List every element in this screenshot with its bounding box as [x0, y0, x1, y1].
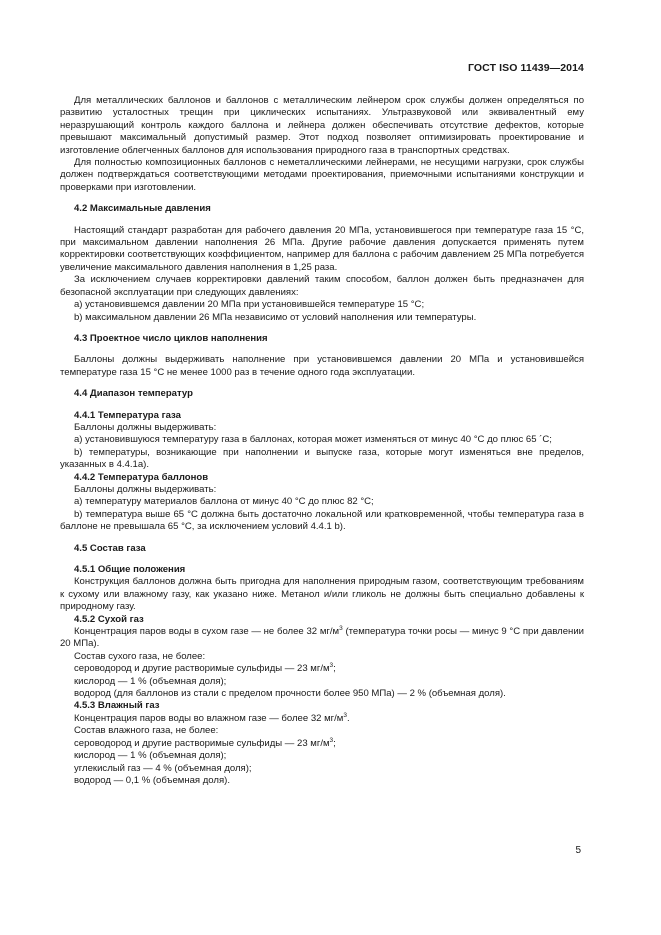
- section-4-2-item-a: а) установившемся давлении 20 МПа при установившейся температуре 15 °С;: [74, 299, 425, 311]
- item-text: сероводород и другие растворимые сульфиды — 23 мг/м: [74, 663, 330, 675]
- section-4-5-3-heading: 4.5.3 Влажный газ: [74, 700, 160, 712]
- section-4-5-2-item-1: [60, 663, 584, 675]
- section-4-4-2-item-b: b) температура выше 65 °С должна быть достаточно локальной или кратковременной, чтобы температура газа в баллоне не превышала 65 °С, за исключением условий 4.4.1 b).: [60, 508, 584, 533]
- item-text: сероводород и другие растворимые сульфиды — 23 мг/м: [74, 737, 330, 749]
- section-4-5-3-item-3: углекислый газ — 4 % (объемная доля);: [74, 762, 252, 774]
- wet-gas-water-text: Концентрация паров воды во влажном газе — более 32 мг/м: [74, 712, 344, 724]
- section-4-4-1-item-b: b) температуры, возникающие при наполнении и выпуске газа, которые могут изменяться вне пределов, указанных в 4.4.1а).: [60, 446, 584, 471]
- section-4-5-2-paragraph-2: Состав сухого газа, не более:: [74, 650, 206, 662]
- section-4-5-2-heading: 4.5.2 Сухой газ: [74, 613, 144, 625]
- section-4-2-paragraph-1: Настоящий стандарт разработан для рабочего давления 20 МПа, установившегося при температуре газа 15 °С, при максимальном давлении наполнения 26 МПа. Другие рабочие давления допускается применять путем корректировки соответствующих коэффициентом, например для баллона с рабочим давлением 25 МПа потребуется увеличение максимального давления наполнения в 1,25 раза.: [60, 224, 584, 273]
- dry-gas-water-text: Концентрация паров воды в сухом газе — не более 32 мг/м: [74, 626, 340, 638]
- superscript: 3: [329, 736, 334, 744]
- page-content: [60, 95, 584, 787]
- superscript: 3: [329, 662, 334, 670]
- section-4-2-paragraph-2: За исключением случаев корректировки давлений таким способом, баллон должен быть предназначен для безопасной эксплуатации при следующих давлениях:: [60, 274, 584, 298]
- section-4-2-item-b: b) максимальном давлении 26 МПа независимо от условий наполнения или температуры.: [74, 311, 477, 323]
- paragraph-metal-cylinders: Для металлических баллонов и баллонов с металлическим лейнером срок службы должен определяться по развитию усталостных трещин при циклических испытаниях. Ультразвуковой или эквивалентный ему неразрушающий контроль каждого баллона и лейнера должен обеспечивать отсутствие дефектов, которые превышают максимальный допустимый размер. Этот подход позволяет оптимизировать проектирование и изготовление облегченных баллонов для использования природного газа в транспортных средствах.: [60, 95, 584, 156]
- section-4-5-2-paragraph-1: [60, 626, 584, 651]
- section-4-5-3-paragraph-2: Состав влажного газа, не более:: [74, 725, 219, 737]
- section-4-4-2-heading: 4.4.2 Температура баллонов: [74, 471, 209, 483]
- section-4-4-2-paragraph: Баллоны должны выдерживать:: [74, 483, 217, 495]
- item-text-end: ;: [333, 663, 336, 675]
- section-4-3-heading: 4.3 Проектное число циклов наполнения: [74, 332, 268, 344]
- page-number: 5: [575, 845, 581, 856]
- wet-gas-water-text-end: .: [347, 712, 350, 724]
- section-4-5-2-item-2: кислород — 1 % (объемная доля);: [74, 675, 227, 687]
- section-4-5-3-item-1: [60, 738, 584, 750]
- section-4-5-1-paragraph: Конструкция баллонов должна быть пригодна для наполнения природным газом, соответствующим требованиям к сухому или влажному газу, как указано ниже. Метанол и/или гликоль не должны быть специально добавлены к природному газу.: [60, 576, 584, 613]
- section-4-4-2-item-a: а) температуру материалов баллона от минус 40 °С до плюс 82 °С;: [74, 496, 374, 508]
- section-4-4-1-heading: 4.4.1 Температура газа: [74, 409, 181, 421]
- section-4-5-heading: 4.5 Состав газа: [74, 542, 146, 554]
- section-4-3-paragraph: Баллоны должны выдерживать наполнение при установившемся давлении 20 МПа и установившейся температуре газа 15 °С не менее 1000 раз в течение одного года эксплуатации.: [60, 354, 584, 378]
- section-4-4-1-item-a: а) установившуюся температуру газа в баллонах, которая может изменяться от минус 40 °С до плюс 65 ´С;: [74, 434, 552, 446]
- superscript: 3: [343, 711, 347, 719]
- section-4-2-heading: 4.2 Максимальные давления: [74, 203, 211, 215]
- section-4-5-2-item-3: водород (для баллонов из стали с пределом прочности более 950 МПа) — 2 % (объемная доля).: [74, 688, 506, 700]
- paragraph-composite-cylinders: Для полностью композиционных баллонов с неметаллическими лейнерами, не несущими нагрузки, срок службы должен подтверждаться соответствующими методами проектирования, приемочными испытаниями конструкции и проверками при изготовлении.: [60, 157, 584, 193]
- item-text-end: ;: [333, 737, 336, 749]
- section-4-5-1-heading: 4.5.1 Общие положения: [74, 564, 186, 575]
- superscript: 3: [339, 625, 343, 633]
- dry-gas-water-text-end: (температура точки росы — минус 9 °С при давлении 20 МПа).: [60, 626, 584, 650]
- standard-header: ГОСТ ISO 11439—2014: [467, 62, 584, 74]
- section-4-4-heading: 4.4 Диапазон температур: [74, 388, 193, 400]
- section-4-5-3-paragraph-1: [60, 713, 584, 725]
- section-4-5-3-item-4: водород — 0,1 % (объемная доля).: [74, 774, 230, 786]
- section-4-5-3-item-2: кислород — 1 % (объемная доля);: [74, 750, 227, 762]
- section-4-4-1-paragraph: Баллоны должны выдерживать:: [74, 421, 217, 433]
